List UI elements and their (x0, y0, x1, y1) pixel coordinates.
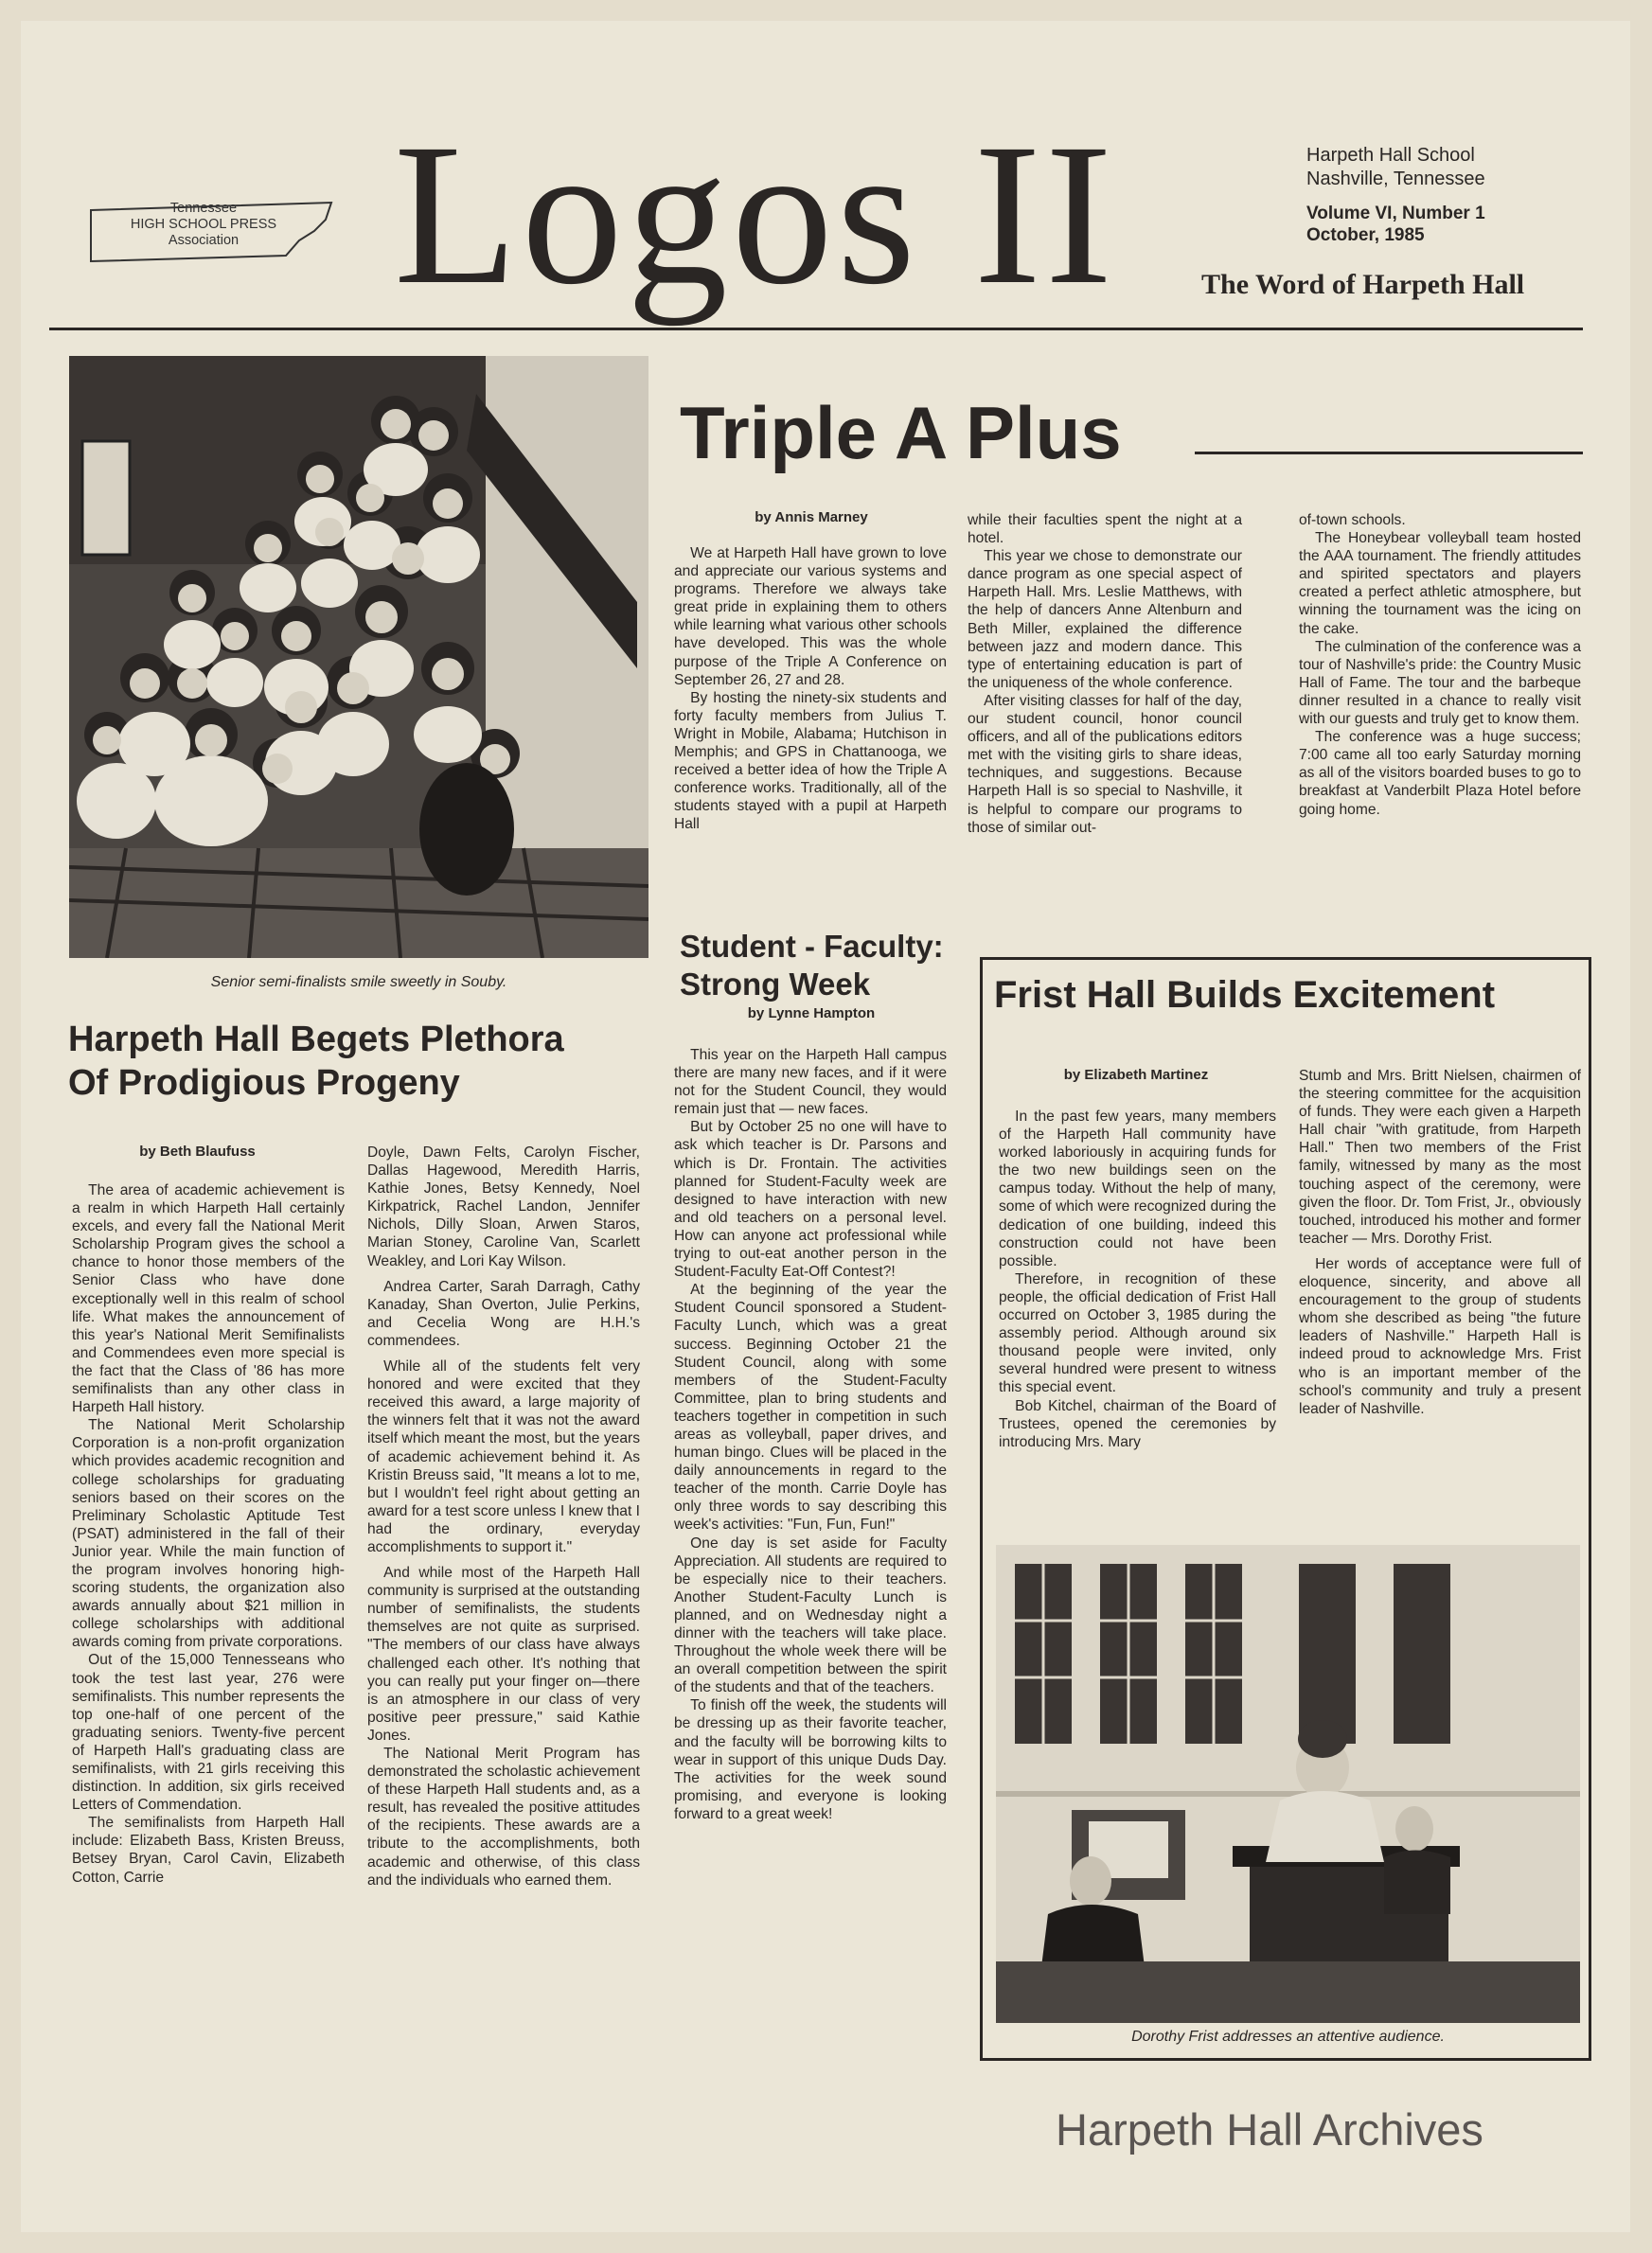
paragraph: The National Merit Program has demonstrated the scholastic achievement of these Harpeth Hall students and, as a result, has revealed the positive attitudes of the recipients. These awards are a tribute to the accomplishments, both academic and otherwise, of this class and the individuals who earned them. (367, 1746, 640, 1889)
paragraph: The semifinalists from Harpeth Hall include: Elizabeth Bass, Kristen Breuss, Betsey Bryan, Carol Cavin, Elizabeth Cotton, Carrie (72, 1815, 345, 1886)
merit-byline: by Beth Blaufuss (139, 1144, 256, 1160)
school-city: Nashville, Tennessee (1306, 169, 1485, 189)
triple-a-column-3 (1299, 511, 1581, 819)
triple-a-byline: by Annis Marney (755, 509, 868, 525)
archives-watermark: Harpeth Hall Archives (1056, 2104, 1483, 2155)
paragraph: While all of the students felt very honored and were excited that they received this award, a large majority of the winners felt that it was not the award itself which meant the most, but the years of academic achievement behind it. As Kristin Breuss said, "It means a lot to me, but I wouldn't feel right about getting an award for a test score unless I knew that I had the ordinary, everyday accomplishments to support it." (367, 1358, 640, 1555)
paragraph: Bob Kitchel, chairman of the Board of Trustees, opened the ceremonies by introducing Mrs. Mary (999, 1397, 1276, 1450)
badge-line-3: Association (168, 233, 240, 248)
paragraph: In the past few years, many members of the Harpeth Hall community have worked laboriously in acquiring funds for the two new buildings seen on the campus today. Without the help of many, some of which were recognized during the dedication of one building, indeed this construction could not have been possible. (999, 1109, 1276, 1269)
paragraph: Stumb and Mrs. Britt Nielsen, chairmen of the steering committee for the acquisition of funds. They were each given a Harpeth Hall chair "with gratitude, from Harpeth Hall." Then two members of the Frist family, witnessed by many as the most touching aspect of the ceremony, were given the floor. Dr. Tom Frist, Jr., obviously touched, introduced his mother and former teacher — Mrs. Dorothy Frist. (1299, 1068, 1581, 1247)
press-association-badge (123, 201, 284, 249)
merit-headline-line-1: Harpeth Hall Begets Plethora (68, 1020, 564, 1059)
student-headline-line-2: Strong Week (680, 967, 871, 1002)
merit-column-1 (72, 1181, 345, 1887)
merit-headline (68, 1018, 564, 1105)
paragraph: Andrea Carter, Sarah Darragh, Cathy Kanaday, Shan Overton, Julie Perkins, and Cecelia Wong are H.H.'s commendees. (367, 1278, 640, 1349)
paragraph: The Honeybear volleyball team hosted the AAA tournament. The friendly attitudes and spirited spectators and players created a perfect athletic atmosphere, but winning the tournament was the icing on the cake. (1299, 530, 1581, 637)
merit-column-2 (367, 1144, 640, 1889)
student-faculty-column (674, 1046, 947, 1823)
dedication-ceremony-photo (996, 1545, 1580, 2023)
masthead-rule (49, 328, 1583, 330)
merit-headline-line-2: Of Prodigious Progeny (68, 1063, 460, 1103)
paragraph: The area of academic achievement is a realm in which Harpeth Hall certainly excels, and every fall the National Merit Scholarship Program gives the school a chance to honor those members of the Senior Class who have done exceptionally well in this realm of school life. What makes the announcement of this year's National Merit Semifinalists and Commendees even more special is the fact that the Class of '86 has more semifinalists than any other class in Harpeth Hall history. (72, 1182, 345, 1416)
headline-rule (1195, 452, 1583, 454)
paragraph: Therefore, in recognition of these people, the official dedication of Frist Hall occurred on October 3, 1985 during the assembly period. Although around six thousand people were invited, only several hundred were present to witness this special event. (999, 1270, 1276, 1396)
triple-a-headline: Triple A Plus (680, 391, 1122, 474)
issue-date: October, 1985 (1306, 225, 1425, 245)
paragraph: This year we chose to demonstrate our dance program as one special aspect of Harpeth Hall. Mrs. Leslie Matthews, with the help of dancers Anne Altenburn and Beth Miller, explained the difference between jazz and modern dance. This type of entertaining education is part of the uniqueness of the whole conference. (968, 548, 1242, 691)
badge-line-2: HIGH SCHOOL PRESS (130, 217, 277, 232)
paragraph: The National Merit Scholarship Corporation is a non-profit organization which provides academic recognition and college scholarships for graduating seniors based on their scores on the Preliminary Scholastic Aptitude Test (PSAT) administered in the fall of their Junior year. While the main function of the program involves honoring high-scoring students, the organization also awards annually about $21 million in college scholarships with additional awards coming from private corporations. (72, 1417, 345, 1651)
frist-hall-column-1 (999, 1108, 1276, 1451)
paragraph: By hosting the ninety-six students and forty faculty members from Julius T. Wright in Mobile, Alabama; Hutchison in Memphis; and GPS in Chattanooga, we received a better idea of how the Triple A conference works. Traditionally, all of the students stayed with a pupil at Harpeth Hall (674, 689, 947, 833)
issue-volume: Volume VI, Number 1 (1306, 204, 1485, 223)
paragraph: Doyle, Dawn Felts, Carolyn Fischer, Dallas Hagewood, Meredith Harris, Kathie Jones, Betsy Kennedy, Noel Kirkpatrick, Rachel Landon, Jennifer Nichols, Dilly Sloan, Arwen Staros, Marian Stoney, Caroline Van, Scarlett Weakley, and Lori Kay Wilson. (367, 1144, 640, 1269)
issue-info (1306, 203, 1485, 246)
paragraph: One day is set aside for Faculty Appreciation. All students are required to be especially nice to their teachers. Another Student-Faculty Lunch is planned, and on Wednesday night a dinner with the teachers will take place. Throughout the whole week there will be an overall competition between the spirit of the students and that of the teachers. (674, 1535, 947, 1696)
paragraph: This year on the Harpeth Hall campus there are many new faces, and if it were not for the Student Council, they would remain just that — new faces. (674, 1047, 947, 1118)
paragraph: while their faculties spent the night at a hotel. (968, 512, 1242, 547)
newspaper-nameplate: Logos II (394, 102, 1117, 327)
paragraph: The culmination of the conference was a tour of Nashville's pride: the Country Music Hall of Fame. The tour and the barbeque dinner resulted in a chance to really visit with our guests and truly get to know them. (1299, 638, 1581, 728)
triple-a-column-2 (968, 511, 1242, 837)
frist-hall-byline: by Elizabeth Martinez (1063, 1067, 1209, 1083)
paragraph: After visiting classes for half of the day, our student council, honor council officers, and all of the publications editors met with the visiting girls to share ideas, techniques, and suggestions. Because Harpeth Hall is so special to Nashville, it is helpful to compare our programs to those of similar out- (968, 692, 1242, 836)
photo-caption-frist: Dorothy Frist addresses an attentive audience. (1131, 2029, 1445, 2045)
paragraph: At the beginning of the year the Student Council sponsored a Student-Faculty Lunch, which was a great success. Beginning October 21 the Student Council, along with some members of the Student-Faculty Committee, plan to bring students and teachers together in competition in such areas as volleyball, paper drives, and human bingo. Clues will be placed in the daily announcements in regard to the teacher of the month. Carrie Doyle has only three words to say describing this week's activities: "Fun, Fun, Fun!" (674, 1282, 947, 1534)
student-headline-line-1: Student - Faculty: (680, 929, 944, 964)
badge-line-1: Tennessee (169, 201, 238, 216)
student-faculty-byline: by Lynne Hampton (747, 1005, 876, 1021)
triple-a-column-1 (674, 544, 947, 834)
student-faculty-headline (680, 928, 944, 1003)
frist-hall-column-2 (1299, 1067, 1581, 1418)
paragraph: But by October 25 no one will have to ask which teacher is Dr. Parsons and which is Dr. Frontain. The activities planned for Student-Faculty week are designed to have interaction with new and old teachers on a personal level. How can anyone act professional while trying to out-eat another person in the Student-Faculty Eat-Off Contest?! (674, 1119, 947, 1281)
group-photo-illustration (69, 356, 648, 958)
school-info (1306, 144, 1485, 191)
paragraph: To finish off the week, the students will be dressing up as their favorite teacher, and the faculty will be borrowing kilts to wear in support of this unique Duds Day. The activities for the week sound promising, and everyone is looking forward to a great week! (674, 1697, 947, 1822)
photo-caption-seniors: Senior semi-finalists smile sweetly in Souby. (210, 974, 507, 990)
ceremony-photo-illustration (996, 1545, 1580, 2023)
paragraph: And while most of the Harpeth Hall community is surprised at the outstanding number of semifinalists, the students themselves are not quite as surprised. "The members of our class have always challenged each other. It's nothing that you can really put your finger on—there is an atmosphere in our class of very positive peer pressure," said Kathie Jones. (367, 1565, 640, 1744)
paragraph: Out of the 15,000 Tennesseans who took the test last year, 276 were semifinalists. This number represents the top one-half of one percent of the graduating seniors. Twenty-five percent of Harpeth Hall's graduating class are semifinalists, with 21 girls receiving this distinction. In addition, six girls received Letters of Commendation. (72, 1652, 345, 1814)
paragraph: The conference was a huge success; 7:00 came all too early Saturday morning as all of the visitors boarded buses to go to breakfast at Vanderbilt Plaza Hotel before going home. (1299, 729, 1581, 818)
frist-hall-headline: Frist Hall Builds Excitement (994, 974, 1496, 1016)
paragraph: Her words of acceptance were full of eloquence, sincerity, and above all encouragement to the group of students whom she described as being "the future leaders of Nashville." Harpeth Hall is indeed proud to acknowledge Mrs. Frist who is an important member of the school's community and truly a present leader of Nashville. (1299, 1255, 1581, 1417)
paragraph: of-town schools. (1299, 512, 1406, 528)
paragraph: We at Harpeth Hall have grown to love and appreciate our various systems and programs. Therefore we always take great pride in explaining them to others while learning what various other schools have developed. This was the whole purpose of the Triple A Conference on September 26, 27 and 28. (674, 545, 947, 688)
school-name: Harpeth Hall School (1306, 145, 1475, 166)
senior-semifinalists-photo (69, 356, 648, 958)
masthead-slogan: The Word of Harpeth Hall (1201, 269, 1525, 300)
